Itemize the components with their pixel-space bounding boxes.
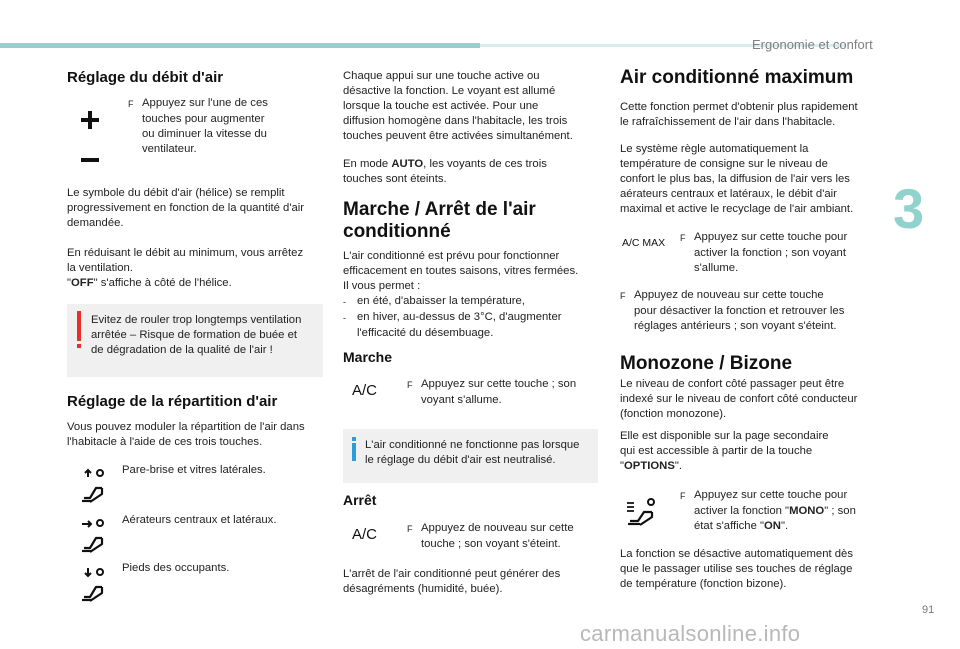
- warning-icon: [77, 311, 81, 341]
- distribution-label-windscreen: Pare-brise et vitres latérales.: [122, 464, 266, 476]
- arret-instruction: F Appuyez de nouveau sur cette touche ; son voyant s'éteint.: [407, 522, 574, 550]
- windscreen-distribution-icon: [78, 468, 108, 504]
- paragraph-auto: En mode AUTO, les voyants de ces trois touches sont éteints.: [343, 158, 547, 185]
- plus-icon: [81, 111, 99, 129]
- heading-arret: Arrêt: [343, 492, 377, 508]
- paragraph-helice: Le symbole du débit d'air (hélice) se remplit progressivement en fonction de la quantité d'air demandée.: [67, 187, 305, 229]
- paragraph-arret-effets: L'arrêt de l'air conditionné peut générer des désagréments (humidité, buée).: [343, 568, 561, 595]
- warning-box: [67, 304, 323, 377]
- feet-distribution-icon: [78, 567, 108, 603]
- face-vents-distribution-icon: [78, 518, 108, 554]
- paragraph-max-system: Le système règle automatiquement la température de consigne sur le niveau de confort le plus bas, la diffusion de l'air vers les aérateurs centraux et latéraux, le débit d'air maximal et active le recyclage de l'air ambiant.: [620, 143, 854, 215]
- heading-monozone-bizone: Monozone / Bizone: [620, 353, 793, 374]
- chapter-title: Ergonomie et confort: [752, 37, 873, 52]
- distribution-label-vents: Aérateurs centraux et latéraux.: [122, 514, 277, 526]
- acmax-off-instruction: F Appuyez de nouveau sur cette touche pour désactiver la fonction et retrouver les réglages antérieurs ; son voyant s'éteint.: [620, 289, 845, 332]
- paragraph-max-intro: Cette fonction permet d'obtenir plus rapidement le rafraîchissement de l'air dans l'habitacle.: [620, 101, 858, 128]
- watermark: carmanualsonline.info: [580, 621, 801, 646]
- heading-debit-air: Réglage du débit d'air: [67, 69, 224, 86]
- paragraph-ac-intro: L'air conditionné est prévu pour fonctionner efficacement en toutes saisons, vitres fermées. Il vous permet : - en été, d'abaisser la température, - en hiver, au-dessus de 3°C, d'augmenter l'efficacité du désembuage.: [343, 250, 579, 339]
- mono-instruction: F Appuyez sur cette touche pour activer la fonction "MONO" ; son état s'affiche "ON".: [680, 489, 856, 532]
- paragraph-repartition: Vous pouvez moduler la répartition de l'air dans l'habitacle à l'aide de ces trois touches.: [67, 421, 305, 448]
- info-text: L'air conditionné ne fonctionne pas lorsque le réglage du débit d'air est neutralisé.: [365, 439, 580, 466]
- warning-text: Evitez de rouler trop longtemps ventilation arrêtée – Risque de formation de buée et de dégradation de la qualité de l'air !: [91, 314, 302, 356]
- paragraph-options: Elle est disponible sur la page secondaire qui est accessible à partir de la touche "OPTIONS".: [620, 430, 829, 472]
- page-number: 91: [922, 604, 935, 616]
- heading-marche: Marche: [343, 349, 393, 365]
- ac-max-button-icon: A/C MAX: [622, 237, 666, 249]
- debit-instruction: F Appuyez sur l'une de ces touches pour augmenter ou diminuer la vitesse du ventilateur.: [128, 97, 268, 155]
- ac-button-icon: A/C: [352, 382, 378, 399]
- mono-seat-icon: [624, 497, 660, 527]
- paragraph-touches: Chaque appui sur une touche active ou désactive la fonction. Le voyant est allumé lorsque la touche est activée. Pour une diffusion homogène dans l'habitacle, les trois touches peuvent être activées simultanément.: [343, 70, 573, 142]
- heading-repartition-air: Réglage de la répartition d'air: [67, 393, 278, 410]
- bullet-icon: F: [128, 99, 134, 109]
- paragraph-monozone: Le niveau de confort côté passager peut être indexé sur le niveau de confort côté conducteur (fonction monozone).: [620, 378, 858, 420]
- chapter-number: 3: [893, 177, 925, 240]
- info-box: [343, 429, 598, 483]
- acmax-instruction: F Appuyez sur cette touche pour activer la fonction ; son voyant s'allume.: [680, 231, 848, 274]
- paragraph-off: En réduisant le débit au minimum, vous arrêtez la ventilation. "OFF" s'affiche à côté de l'hélice.: [67, 247, 304, 289]
- heading-ac-maximum: Air conditionné maximum: [620, 67, 854, 88]
- heading-marche-arret: Marche / Arrêt de l'air conditionné: [343, 199, 536, 242]
- marche-instruction: F Appuyez sur cette touche ; son voyant s'allume.: [407, 378, 577, 406]
- ac-button-icon-off: A/C: [352, 526, 378, 543]
- header-accent-bar: [0, 43, 480, 48]
- info-icon: [352, 437, 356, 441]
- minus-icon: [81, 158, 99, 162]
- distribution-label-feet: Pieds des occupants.: [122, 562, 230, 574]
- paragraph-bizone: La fonction se désactive automatiquement dès que le passager utilise ses touches de réglage de température (fonction bizone).: [620, 548, 853, 590]
